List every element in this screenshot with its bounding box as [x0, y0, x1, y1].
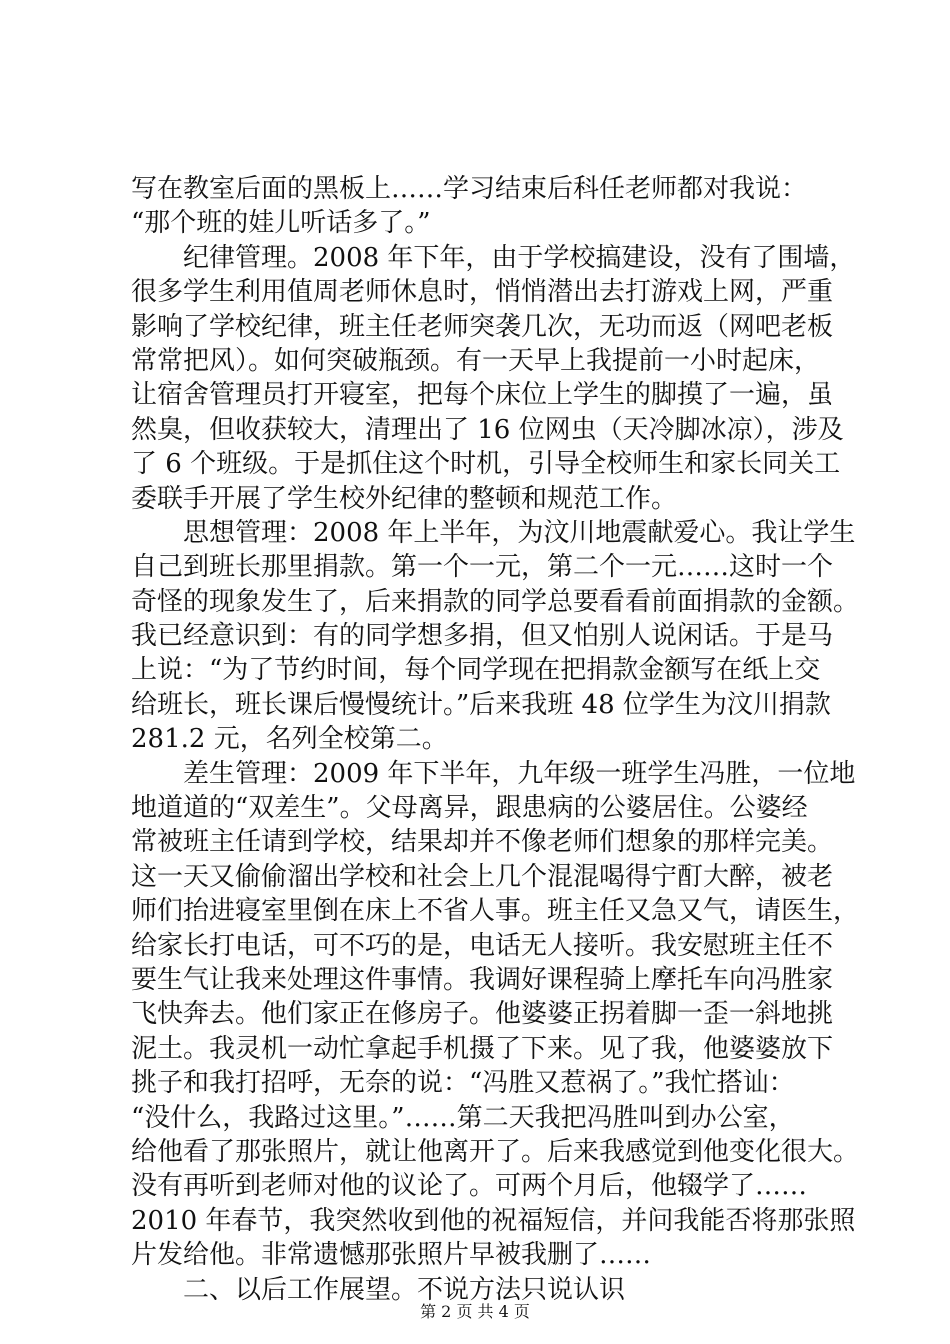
text-line: 了 6 个班级。于是抓住这个时机，引导全校师生和家长同关工 [131, 449, 841, 480]
text-line: 2010 年春节，我突然收到他的祝福短信，并问我能否将那张照 [131, 1205, 856, 1236]
text-line: 这一天又偷偷溜出学校和社会上几个混混喝得宁酊大醉，被老 [131, 861, 834, 892]
text-line: 要生气让我来处理这件事情。我调好课程骑上摩托车向冯胜家 [131, 964, 834, 995]
text-line: 没有再听到老师对他的议论了。可两个月后，他辍学了…… [131, 1171, 808, 1202]
text-line: 上说：“为了节约时间，每个同学现在把捐款金额写在纸上交 [131, 655, 821, 686]
text-line: 奇怪的现象发生了，后来捐款的同学总要看看前面捐款的金额。 [131, 586, 860, 617]
text-line: 然臭，但收获较大，清理出了 16 位网虫（天冷脚冰凉），涉及 [131, 414, 844, 445]
text-line: 写在教室后面的黑板上……学习结束后科任老师都对我说： [131, 174, 808, 204]
text-line: 自己到班长那里捐款。第一个一元，第二个一元……这时一个 [131, 552, 834, 583]
text-line: 给他看了那张照片，就让他离开了。后来我感觉到他变化很大。 [131, 1136, 860, 1167]
text-line: 影响了学校纪律，班主任老师突袭几次，无功而返（网吧老板 [131, 311, 834, 342]
text-line: 给班长，班长课后慢慢统计。”后来我班 48 位学生为汶川捐款 [131, 689, 831, 720]
text-line: 委联手开展了学生校外纪律的整顿和规范工作。 [131, 483, 678, 514]
text-line: 差生管理：2009 年下半年，九年级一班学生冯胜，一位地 [183, 758, 856, 789]
text-line: 纪律管理。2008 年下年，由于学校搞建设，没有了围墙， [183, 242, 856, 273]
text-line: 挑子和我打招呼，无奈的说：“冯胜又惹祸了。”我忙搭讪： [131, 1068, 795, 1099]
text-line: 片发给他。非常遗憾那张照片早被我删了…… [131, 1240, 652, 1271]
text-line: “那个班的娃儿听话多了。” [131, 208, 431, 239]
text-line: 给家长打电话，可不巧的是，电话无人接听。我安慰班主任不 [131, 930, 834, 961]
text-line: 师们抬进寝室里倒在床上不省人事。班主任又急又气，请医生， [131, 896, 860, 927]
text-line: 地道道的“双差生”。父母离异，跟患病的公婆居住。公婆经 [131, 793, 808, 824]
text-line: 281.2 元，名列全校第二。 [131, 724, 448, 755]
document-body [131, 172, 861, 1307]
text-line: 二、以后工作展望。不说方法只说认识 [183, 1274, 626, 1305]
page-footer: 第 2 页 共 4 页 [420, 1302, 530, 1321]
text-line: 我已经意识到：有的同学想多捐，但又怕别人说闲话。于是马 [131, 621, 834, 652]
text-line: 思想管理：2008 年上半年，为汶川地震献爱心。我让学生 [183, 517, 856, 548]
text-line: 让宿舍管理员打开寝室，把每个床位上学生的脚摸了一遍，虽 [131, 380, 834, 411]
text-line: 泥土。我灵机一动忙拿起手机摄了下来。见了我，他婆婆放下 [131, 1033, 834, 1064]
text-line: “没什么，我路过这里。”……第二天我把冯胜叫到办公室， [131, 1102, 795, 1133]
text-line: 很多学生利用值周老师休息时，悄悄潜出去打游戏上网，严重 [131, 277, 834, 308]
text-line: 常常把风）。如何突破瓶颈。有一天早上我提前一小时起床， [131, 345, 821, 376]
text-line: 飞快奔去。他们家正在修房子。他婆婆正拐着脚一歪一斜地挑 [131, 999, 834, 1030]
text-line: 常被班主任请到学校，结果却并不像老师们想象的那样完美。 [131, 827, 834, 858]
